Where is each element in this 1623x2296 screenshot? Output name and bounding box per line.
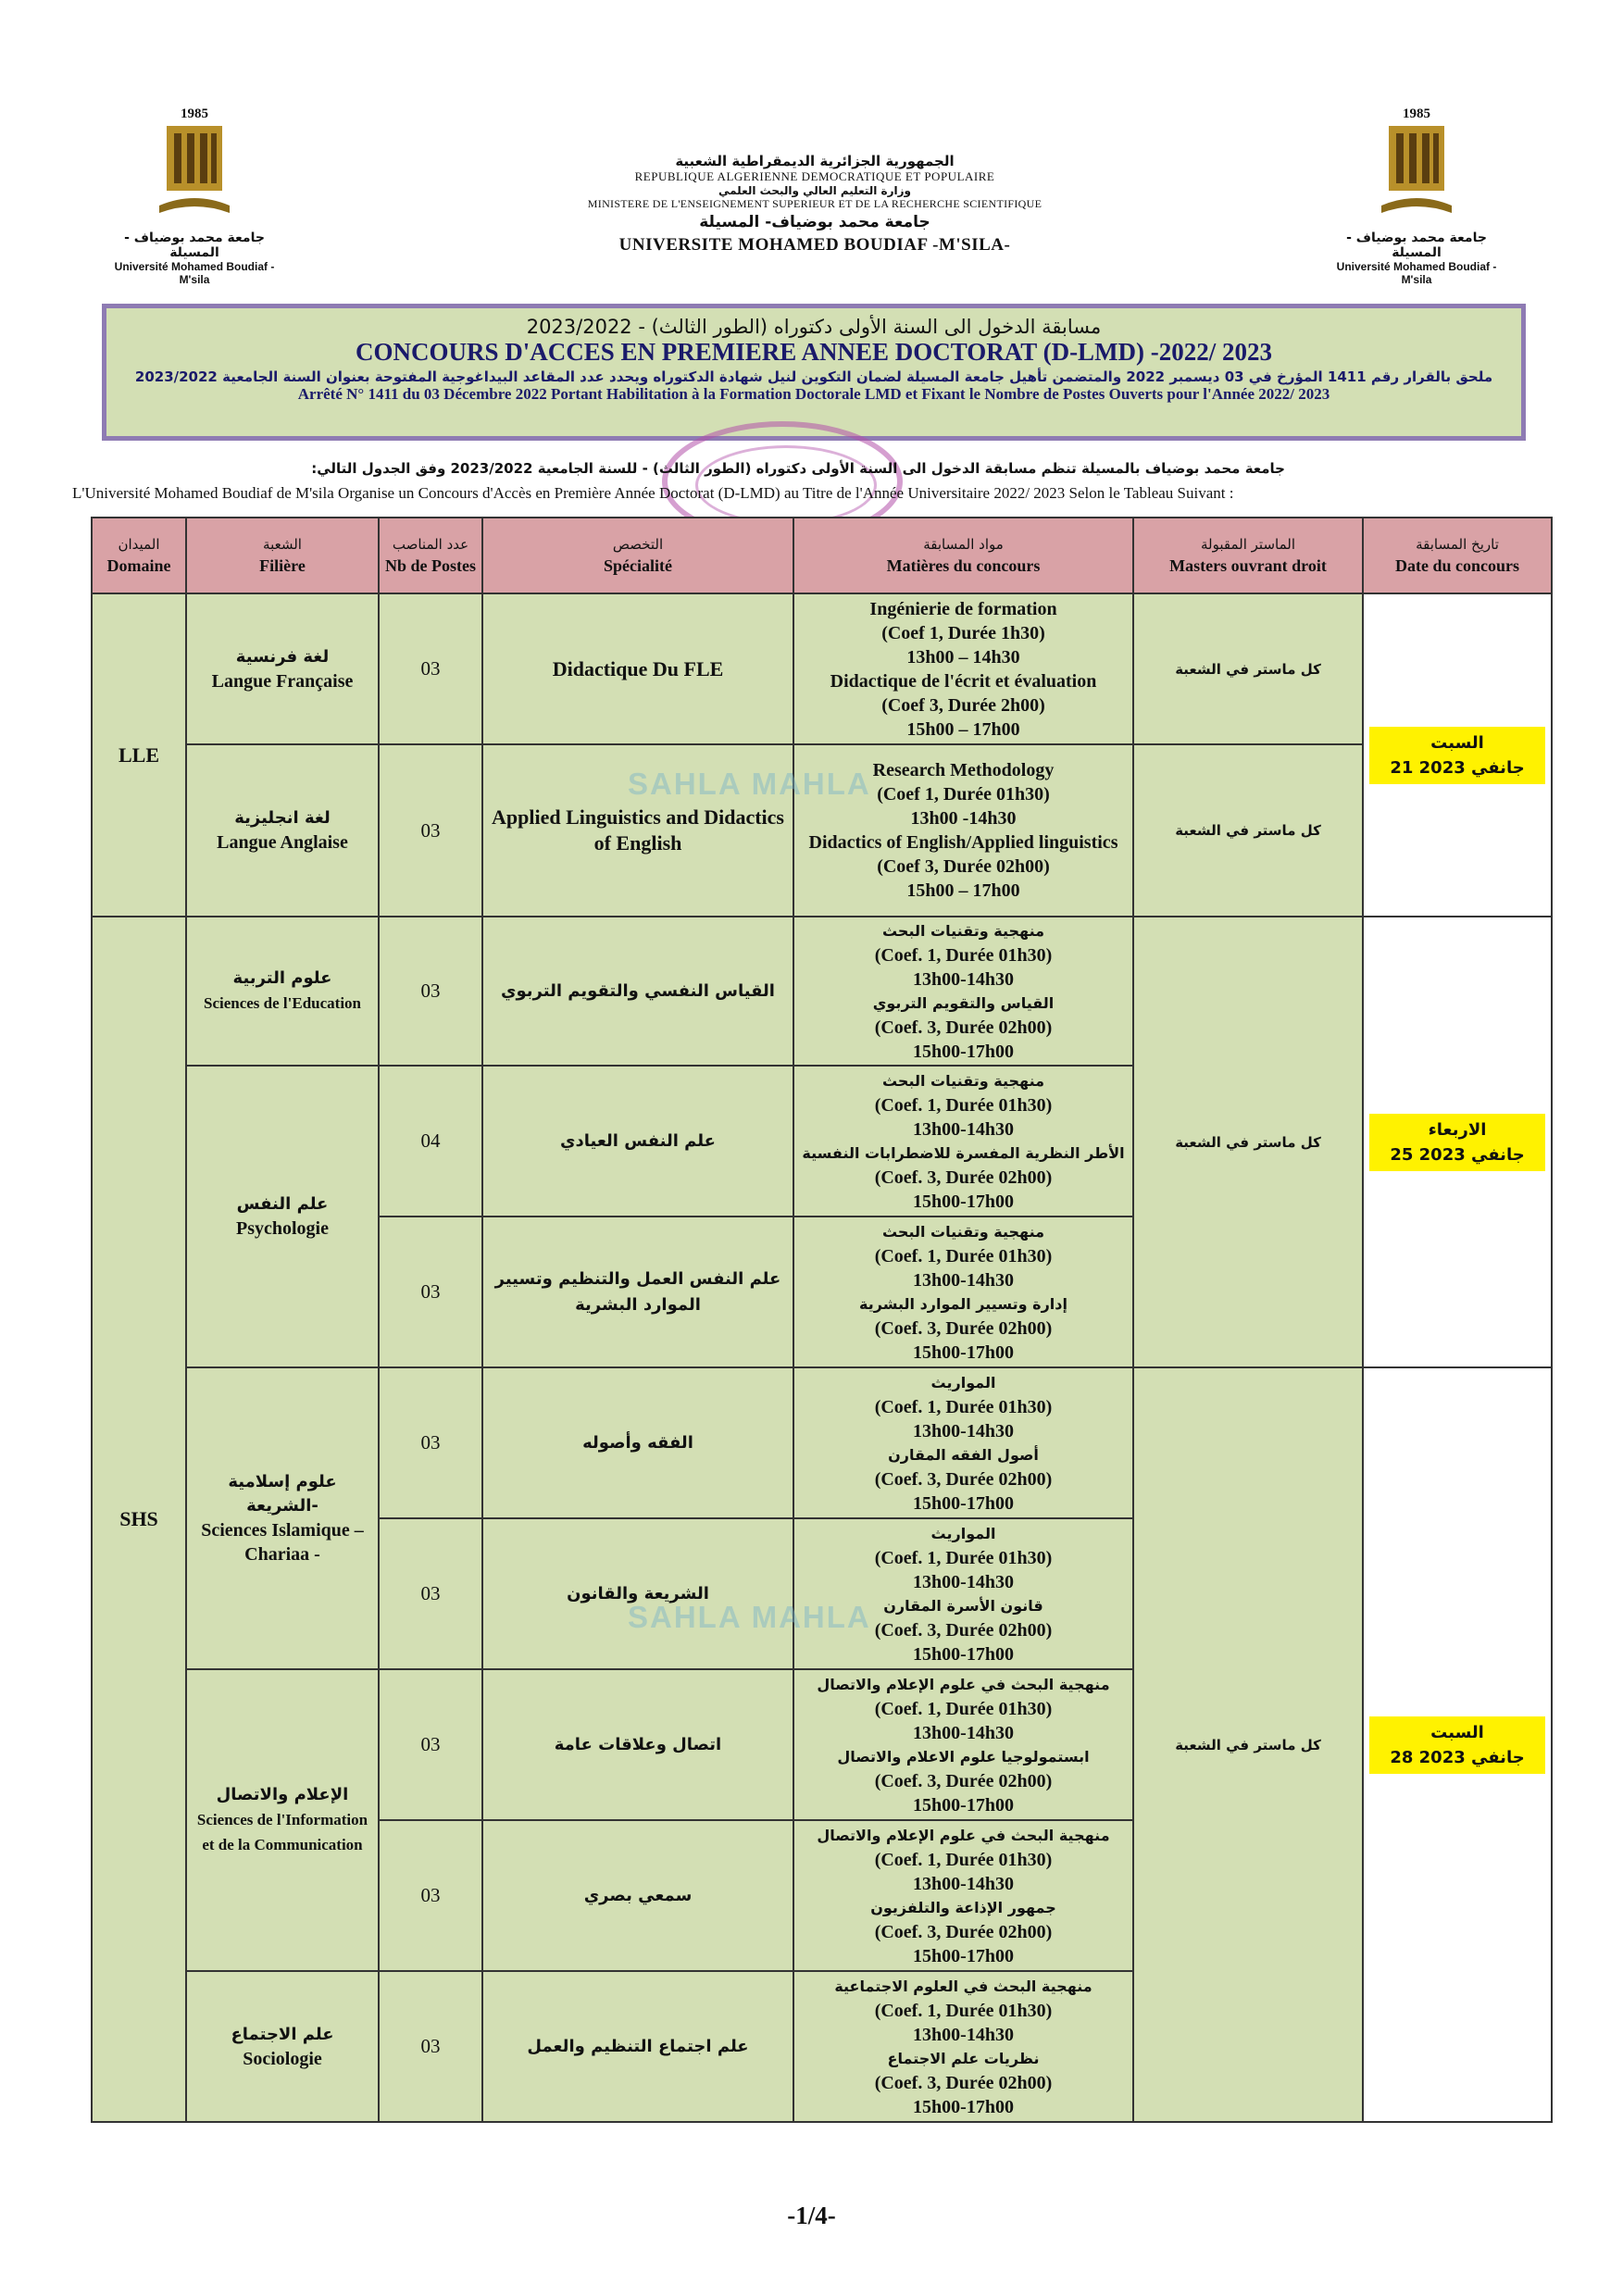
col-date: تاريخ المسابقة Date du concours: [1363, 518, 1552, 593]
domain-shs: SHS: [92, 917, 186, 2122]
matieres-cell: منهجية وتقنيات البحث (Coef. 1, Durée 01h30) 13h00-14h30 الأطر النظرية المفسرة للاضطرابات النفسية (Coef. 3, Durée 02h00) 15h00-17h00: [793, 1066, 1133, 1217]
matieres-cell: منهجية وتقنيات البحث (Coef. 1, Durée 01h30) 13h00-14h30 إدارة وتسيير الموارد البشرية (Coef. 3, Durée 02h00) 15h00-17h00: [793, 1217, 1133, 1367]
specialite-cell: Didactique Du FLE: [482, 593, 793, 744]
specialite-cell: الشريعة والقانون: [482, 1518, 793, 1669]
nb-postes-cell: 03: [379, 744, 482, 917]
matieres-cell: المواريث (Coef. 1, Durée 01h30) 13h00-14h30 أصول الفقه المقارن (Coef. 3, Durée 02h00) 15h00-17h00: [793, 1367, 1133, 1518]
domain-lle: LLE: [92, 593, 186, 917]
specialite-cell: علم النفس العمل والتنظيم وتسيير الموارد البشرية: [482, 1217, 793, 1367]
masters-cell: كل ماستر في الشعبة: [1133, 1367, 1363, 2122]
filiere-cell: لغة فرنسية Langue Française: [186, 593, 379, 744]
intro-text-ar: جامعة محمد بوضياف بالمسيلة تنظم مسابقة الدخول الى السنة الأولى دكتوراه (الطور الثالث) - للسنة الجامعية 2023/2022 وفق الجدول التالي:: [311, 460, 1285, 477]
document-header: [463, 153, 1167, 256]
page-number: -1/4-: [787, 2202, 836, 2229]
masters-cell: كل ماستر في الشعبة: [1133, 593, 1363, 744]
matieres-cell: المواريث (Coef. 1, Durée 01h30) 13h00-14h30 قانون الأسرة المقارن (Coef. 3, Durée 02h00) 15h00-17h00: [793, 1518, 1133, 1669]
banner-decree-ar: ملحق بالقرار رقم 1411 المؤرخ في 03 ديسمبر 2022 والمتضمن تأهيل جامعة المسيلة لضمان التكوين لنيل شهادة الدكتوراه ويحدد عدد المقاعد البيداغوجية المفتوحة بعنوان السنة الجامعية 2023/2022: [134, 368, 1493, 385]
masters-cell: كل ماستر في الشعبة: [1133, 917, 1363, 1367]
filiere-cell: علوم التربية Sciences de l'Education: [186, 917, 379, 1066]
table-row: [92, 1367, 1552, 1518]
nb-postes-cell: 03: [379, 1669, 482, 1820]
table-row: [92, 917, 1552, 1066]
logo-year: 1985: [1403, 106, 1430, 121]
col-nb-postes: عدد المناصب Nb de Postes: [379, 518, 482, 593]
ministry-fr: MINISTERE DE L'ENSEIGNEMENT SUPERIEUR ET DE LA RECHERCHE SCIENTIFIQUE: [587, 197, 1042, 210]
specialite-cell: علم النفس العيادي: [482, 1066, 793, 1217]
republic-ar: الجمهورية الجزائرية الديمقراطية الشعبية: [675, 153, 955, 169]
nb-postes-cell: 03: [379, 1367, 482, 1518]
col-matieres: مواد المسابقة Matières du concours: [793, 518, 1133, 593]
date-badge: السبت 28 جانفي 2023: [1369, 1716, 1544, 1774]
watermark-text: SAHLA MAHLA: [628, 1600, 871, 1634]
masters-cell: كل ماستر في الشعبة: [1133, 744, 1363, 917]
table-row: [92, 593, 1552, 744]
col-filiere: الشعبة Filière: [186, 518, 379, 593]
logo-name-fr: Université Mohamed Boudiaf - M'sila: [1336, 260, 1497, 286]
nb-postes-cell: 03: [379, 1217, 482, 1367]
specialite-cell: Applied Linguistics and Didactics of English: [482, 744, 793, 917]
ministry-ar: وزارة التعليم العالي والبحث العلمي: [718, 184, 912, 197]
university-ar: جامعة محمد بوضياف- المسيلة: [699, 213, 930, 231]
matieres-cell: منهجية وتقنيات البحث (Coef. 1, Durée 01h30) 13h00-14h30 القياس والتقويم التربوي (Coef. 3, Durée 02h00) 15h00-17h00: [793, 917, 1133, 1066]
col-domaine: الميدان Domaine: [92, 518, 186, 593]
date-cell: [1363, 1367, 1552, 2122]
filiere-cell: علم النفس Psychologie: [186, 1066, 379, 1367]
date-badge: السبت 21 جانفي 2023: [1369, 727, 1544, 784]
nb-postes-cell: 03: [379, 593, 482, 744]
logo-year: 1985: [181, 106, 208, 121]
filiere-cell: الإعلام والاتصال Sciences de l'Information et de la Communication: [186, 1669, 379, 1971]
filiere-cell: علوم إسلامية -الشريعة Sciences Islamique – Chariaa -: [186, 1367, 379, 1669]
col-specialite: التخصص Spécialité: [482, 518, 793, 593]
filiere-cell: لغة انجليزية Langue Anglaise: [186, 744, 379, 917]
nb-postes-cell: 04: [379, 1066, 482, 1217]
nb-postes-cell: 03: [379, 917, 482, 1066]
logo-emblem-icon: [157, 122, 231, 224]
specialite-cell: علم اجتماع التنظيم والعمل: [482, 1971, 793, 2122]
specialite-cell: القياس النفسي والتقويم التربوي: [482, 917, 793, 1066]
logo-emblem-icon: [1380, 122, 1454, 224]
specialite-cell: الفقه وأصوله: [482, 1367, 793, 1518]
logo-name-ar: جامعة محمد بوضياف - المسيلة: [1346, 231, 1487, 260]
banner-title-fr: CONCOURS D'ACCES EN PREMIERE ANNEE DOCTORAT (D-LMD) -2022/ 2023: [355, 338, 1273, 366]
matieres-cell: منهجية البحث في علوم الإعلام والاتصال (Coef. 1, Durée 01h30) 13h00-14h30 ابستمولوجيا علوم الاعلام والاتصال (Coef. 3, Durée 02h00) 15h00-17h00: [793, 1669, 1133, 1820]
col-masters: الماستر المقبولة Masters ouvrant droit: [1133, 518, 1363, 593]
concours-table: [91, 517, 1553, 2123]
date-badge: الاربعاء 25 جانفي 2023: [1369, 1114, 1544, 1171]
republic-fr: REPUBLIQUE ALGERIENNE DEMOCRATIQUE ET POPULAIRE: [634, 169, 995, 183]
specialite-cell: سمعي بصري: [482, 1820, 793, 1971]
university-logo-right: [1333, 106, 1500, 292]
university-logo-left: [111, 106, 278, 292]
university-fr: UNIVERSITE MOHAMED BOUDIAF -M'SILA-: [618, 235, 1011, 255]
date-cell: [1363, 917, 1552, 1367]
nb-postes-cell: 03: [379, 1820, 482, 1971]
filiere-cell: علم الاجتماع Sociologie: [186, 1971, 379, 2122]
matieres-cell: Research Methodology (Coef 1, Durée 01h30) 13h00 -14h30 Didactics of English/Applied linguistics (Coef 3, Durée 02h00) 15h00 – 17h00: [793, 744, 1133, 917]
nb-postes-cell: 03: [379, 1971, 482, 2122]
date-cell: [1363, 593, 1552, 917]
table-header-row: [92, 518, 1552, 593]
matieres-cell: منهجية البحث في علوم الإعلام والاتصال (Coef. 1, Durée 01h30) 13h00-14h30 جمهور الإذاعة والتلفزيون (Coef. 3, Durée 02h00) 15h00-17h00: [793, 1820, 1133, 1971]
matieres-cell: منهجية البحث في العلوم الاجتماعية (Coef. 1, Durée 01h30) 13h00-14h30 نظريات علم الاجتماع (Coef. 3, Durée 02h00) 15h00-17h00: [793, 1971, 1133, 2122]
matieres-cell: Ingénierie de formation (Coef 1, Durée 1h30) 13h00 – 14h30 Didactique de l'écrit et évaluation (Coef 3, Durée 2h00) 15h00 – 17h00: [793, 593, 1133, 744]
watermark-text: SAHLA MAHLA: [628, 767, 871, 801]
title-banner: [102, 304, 1526, 441]
logo-name-ar: جامعة محمد بوضياف - المسيلة: [124, 231, 265, 260]
specialite-cell: اتصال وعلاقات عامة: [482, 1669, 793, 1820]
banner-title-ar: مسابقة الدخول الى السنة الأولى دكتوراه (الطور الثالث) - 2023/2022: [526, 316, 1102, 338]
nb-postes-cell: 03: [379, 1518, 482, 1669]
banner-decree-fr: Arrêté N° 1411 du 03 Décembre 2022 Portant Habilitation à la Formation Doctorale LMD et Fixant le Nombre de Postes Ouverts pour l'Année 2022/ 2023: [297, 385, 1330, 403]
logo-name-fr: Université Mohamed Boudiaf - M'sila: [114, 260, 275, 286]
intro-text-fr: L'Université Mohamed Boudiaf de M'sila Organise un Concours d'Accès en Première Année Doctorat (D-LMD) au Titre de l'Année Universitaire 2022/ 2023 Selon le Tableau Suivant :: [72, 484, 1234, 502]
